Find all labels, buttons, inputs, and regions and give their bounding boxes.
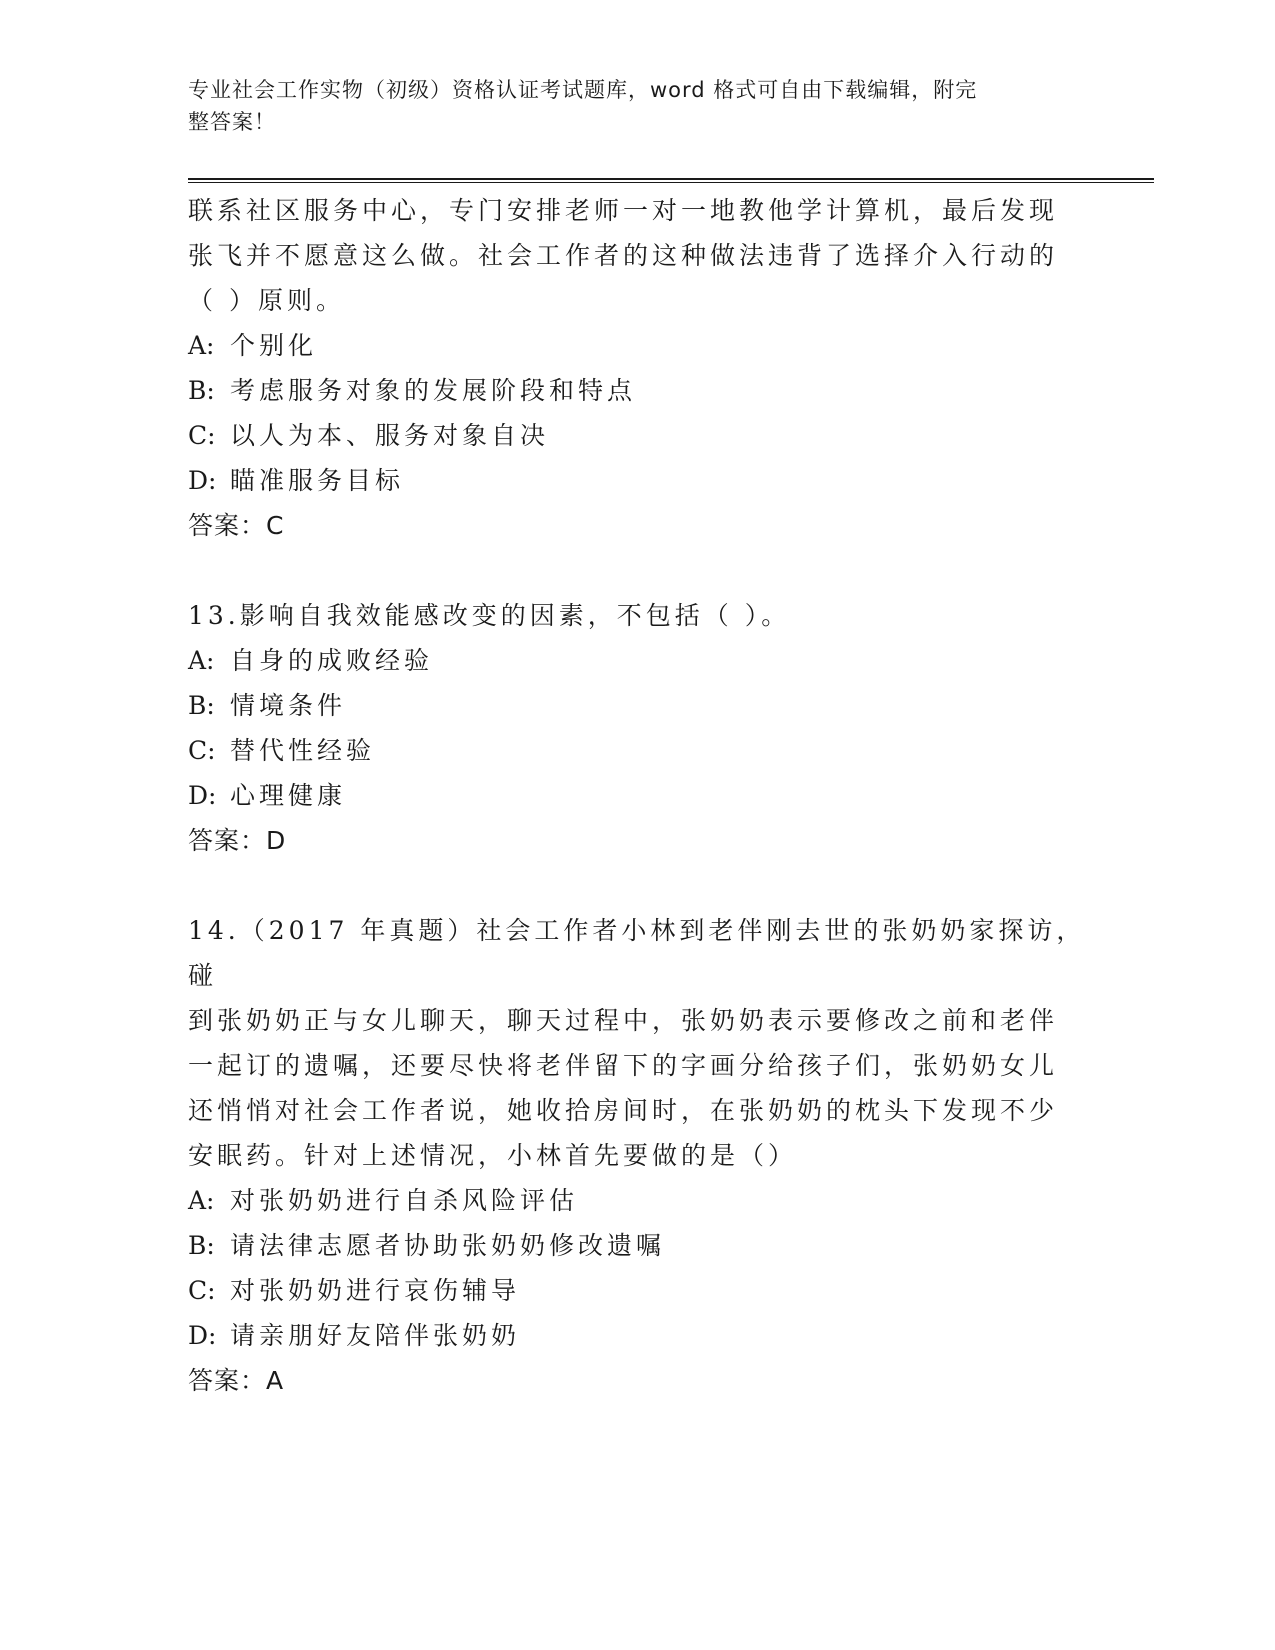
option-text: 请法律志愿者协助张奶奶修改遗嘱 bbox=[230, 1231, 666, 1260]
answer-line: 答案：A bbox=[188, 1366, 285, 1395]
question-spacer bbox=[188, 549, 1088, 593]
option-text: 个别化 bbox=[230, 331, 318, 360]
option-letter: A: bbox=[188, 1186, 215, 1215]
option-b bbox=[188, 368, 1088, 413]
option-letter: D: bbox=[188, 466, 217, 495]
option-a bbox=[188, 1178, 1088, 1223]
option-letter: C: bbox=[188, 736, 216, 765]
question-list bbox=[188, 188, 1088, 1404]
question-stem-line: 一起订的遗嘱，还要尽快将老伴留下的字画分给孩子们，张奶奶女儿 bbox=[188, 1051, 1059, 1080]
answer-line: 答案：C bbox=[188, 511, 285, 540]
option-text: 对张奶奶进行哀伤辅导 bbox=[230, 1276, 521, 1305]
option-letter: B: bbox=[188, 376, 215, 405]
header-line-2: 整答案！ bbox=[188, 110, 276, 134]
question-stem-line: 14.（2017 年真题）社会工作者小林到老伴刚去世的张奶奶家探访，碰 bbox=[188, 916, 1086, 990]
question-stem-line: 13.影响自我效能感改变的因素，不包括（ ）。 bbox=[188, 601, 791, 630]
answer-line: 答案：D bbox=[188, 826, 287, 855]
header-line-1: 专业社会工作实物（初级）资格认证考试题库，word 格式可自由下载编辑，附完 bbox=[188, 78, 978, 102]
option-d bbox=[188, 458, 1088, 503]
option-text: 情境条件 bbox=[230, 691, 347, 720]
option-letter: A: bbox=[188, 646, 215, 675]
option-text: 替代性经验 bbox=[230, 736, 376, 765]
option-c bbox=[188, 413, 1088, 458]
option-text: 考虑服务对象的发展阶段和特点 bbox=[230, 376, 637, 405]
question-stem-line: （ ）原则。 bbox=[188, 286, 345, 315]
option-letter: C: bbox=[188, 1276, 216, 1305]
question-12 bbox=[188, 188, 1088, 549]
option-letter: D: bbox=[188, 781, 217, 810]
option-text: 请亲朋好友陪伴张奶奶 bbox=[230, 1321, 521, 1350]
option-d bbox=[188, 1313, 1088, 1358]
option-c bbox=[188, 728, 1088, 773]
option-letter: B: bbox=[188, 691, 215, 720]
question-14 bbox=[188, 908, 1088, 1404]
question-13 bbox=[188, 593, 1088, 864]
option-letter: A: bbox=[188, 331, 215, 360]
question-stem-line: 到张奶奶正与女儿聊天，聊天过程中，张奶奶表示要修改之前和老伴 bbox=[188, 1006, 1059, 1035]
option-text: 以人为本、服务对象自决 bbox=[230, 421, 550, 450]
question-spacer bbox=[188, 864, 1088, 908]
option-c bbox=[188, 1268, 1088, 1313]
option-text: 对张奶奶进行自杀风险评估 bbox=[230, 1186, 579, 1215]
question-stem-line: 张飞并不愿意这么做。社会工作者的这种做法违背了选择介入行动的 bbox=[188, 241, 1059, 270]
option-text: 自身的成败经验 bbox=[230, 646, 434, 675]
option-text: 瞄准服务目标 bbox=[230, 466, 405, 495]
option-b bbox=[188, 1223, 1088, 1268]
page-header bbox=[188, 74, 1068, 138]
option-text: 心理健康 bbox=[230, 781, 347, 810]
option-a bbox=[188, 638, 1088, 683]
option-b bbox=[188, 683, 1088, 728]
question-stem-line: 还悄悄对社会工作者说，她收拾房间时，在张奶奶的枕头下发现不少 bbox=[188, 1096, 1059, 1125]
header-divider bbox=[188, 178, 1154, 183]
option-letter: D: bbox=[188, 1321, 217, 1350]
question-stem-line: 安眠药。针对上述情况，小林首先要做的是（） bbox=[188, 1141, 798, 1170]
option-letter: C: bbox=[188, 421, 216, 450]
question-stem-line: 联系社区服务中心，专门安排老师一对一地教他学计算机，最后发现 bbox=[188, 196, 1059, 225]
option-a bbox=[188, 323, 1088, 368]
option-d bbox=[188, 773, 1088, 818]
option-letter: B: bbox=[188, 1231, 215, 1260]
